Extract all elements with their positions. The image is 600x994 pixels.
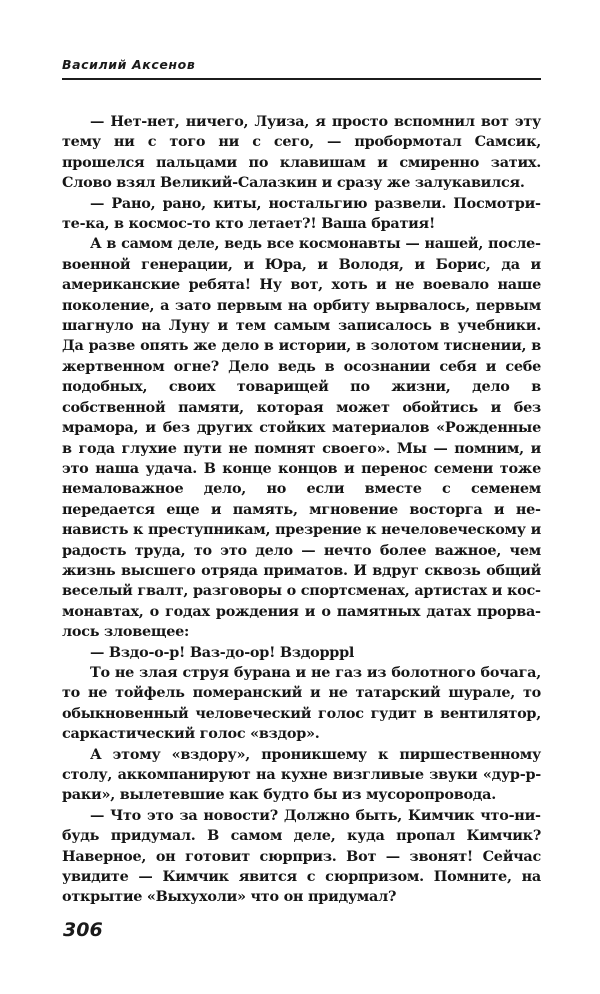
paragraph-1: — Нет-нет, ничего, Луиза, я просто вспомнил вот эту тему ни с того ни с сего, — пробормотал Самсик, прошелся пальцами по клавишам и смиренно затих. Слово взял Великий-Салазкин и сразу же залукавился. <box>62 113 541 192</box>
body-text <box>62 112 541 908</box>
paragraph-5: То не злая струя бурана и не газ из болотного бочага, то не тойфель померанский и не татарский шурале, то обыкновенный человеческий голос гудит в вентилятор, саркастический голос «вздор». <box>62 663 541 743</box>
page-number: 306 <box>63 919 103 941</box>
paragraph-6: А этому «вздору», проникшему к пиршественному столу, аккомпанируют на кухне визгливые звуки «дур-р-раки», вылетевшие как будто бы из мусоропровода. <box>62 745 541 804</box>
paragraph-3: А в самом деле, ведь все космонавты — нашей, послевоенной генерации, и Юра, и Володя, и Борис, да и американские ребята! Ну вот, хоть и не воевало наше поколение, а зато первым на орбиту вырвалось, первым шагнуло на Луну и тем самым записалось в учебники. Да разве опять же дело в истории, в золотом тиснении, в жертвенном огне? Дело ведь в осознании себя и себе подобных, своих товарищей по жизни, дело в собственной памяти, которая может обойтись и без мрамора, и без других стойких материалов «Рожденные в года глухие пути не помнят своего». Мы — помним, и это наша удача. В конце концов и перенос семени тоже немаловажное дело, но если вместе с семенем передается еще и память, мгновение восторга и ненависть к преступникам, презрение к нечеловеческому и радость труда, то это дело — нечто более важное, чем жизнь высшего отряда приматов. И вдруг сквозь общий веселый гвалт, разговоры о спортсменах, артистах и космонавтах, о годах рождения и о памятных датах прорвалось зловещее: <box>62 235 541 641</box>
paragraph-2: — Рано, рано, киты, ностальгию развели. Посмотрите-ка, в космос-то кто летает?! Ваша братия! <box>62 194 541 233</box>
author-name: Василий Аксенов <box>62 57 196 72</box>
running-header <box>62 56 541 80</box>
paragraph-7: — Что это за новости? Должно быть, Кимчик что-нибудь придумал. В самом деле, куда пропал Кимчик? Наверное, он готовит сюрприз. Вот — звонят! Сейчас увидите — Кимчик явится с сюрпризом. Помните, на открытие «Выхухоли» что он придумал? <box>62 806 541 906</box>
paragraph-4: — Вздо-о-р! Ваз-до-ор! Вздорррl <box>90 643 355 661</box>
